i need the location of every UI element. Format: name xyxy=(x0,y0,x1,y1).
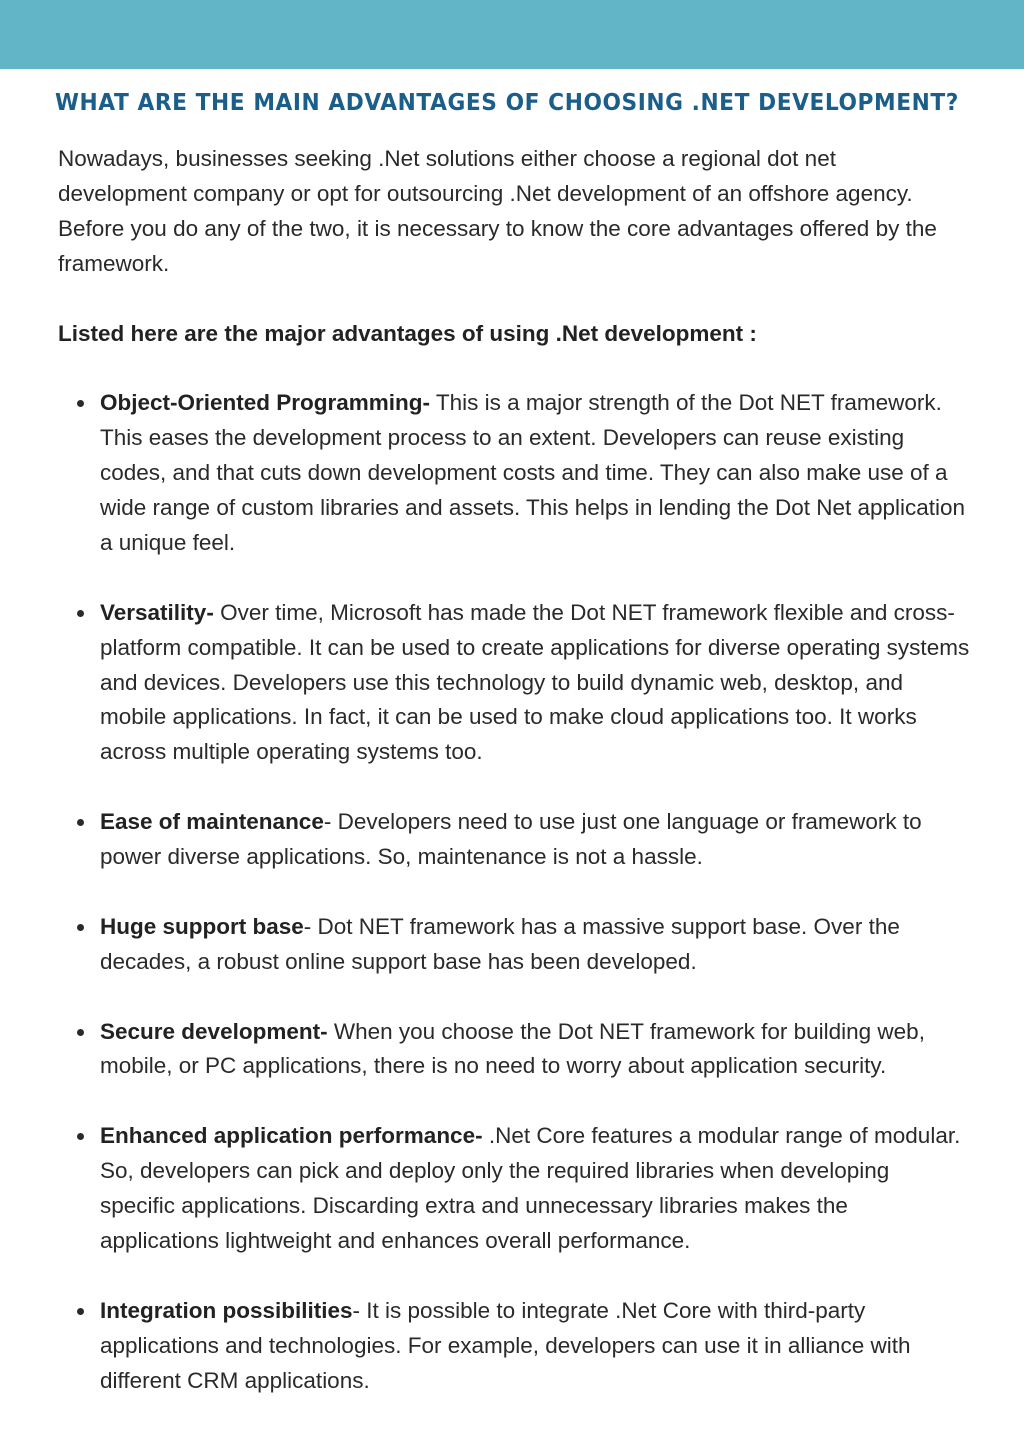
advantages-lead-in: Listed here are the major advantages of using .Net development : xyxy=(58,320,757,346)
advantage-description: - Developers need to use just one language or framework to power diverse applications. So, maintenance is not a hassle. xyxy=(100,809,922,870)
bullet-dot xyxy=(77,1308,84,1315)
advantage-description: - Dot NET framework has a massive support base. Over the decades, a robust online support base has been developed. xyxy=(100,913,900,974)
intro-paragraph: Nowadays, businesses seeking .Net solutions either choose a regional dot net development company or opt for outsourcing .Net development of an offshore agency. Before you do any of the two, it is necessary to know the core advantages offered by the framework. xyxy=(58,146,937,276)
advantage-description: - It is possible to integrate .Net Core with third-party applications and technologies. For example, developers can use it in alliance with different CRM applications. xyxy=(100,1297,911,1393)
advantage-secure-development xyxy=(58,1015,970,1085)
advantage-huge-support-base xyxy=(58,910,970,980)
bullet-dot xyxy=(77,610,84,617)
page-title: WHAT ARE THE MAIN ADVANTAGES OF CHOOSING .NET DEVELOPMENT? xyxy=(55,88,959,116)
advantages-list xyxy=(58,386,970,1398)
advantage-integration-possibilities xyxy=(58,1294,970,1399)
advantage-description: .Net Core features a modular range of modular. So, developers can pick and deploy only the required libraries when developing specific applications. Discarding extra and unnecessary libraries makes the applications lightweight and enhances overall performance. xyxy=(100,1123,961,1253)
advantage-ease-of-maintenance xyxy=(58,805,970,875)
advantage-name: Ease of maintenance xyxy=(100,809,324,835)
bullet-dot xyxy=(77,819,84,826)
advantage-name: Versatility- xyxy=(100,599,214,625)
advantage-name: Enhanced application performance- xyxy=(100,1123,483,1149)
advantage-name: Secure development- xyxy=(100,1018,328,1044)
article-body xyxy=(58,142,970,1433)
advantage-name: Huge support base xyxy=(100,913,304,939)
bullet-dot xyxy=(77,400,84,407)
advantage-name: Object-Oriented Programming- xyxy=(100,390,431,416)
advantage-description: Over time, Microsoft has made the Dot NET framework flexible and cross-platform compatible. It can be used to create applications for diverse operating systems and devices. Developers use this technology to build dynamic web, desktop, and mobile applications. In fact, it can be used to make cloud applications too. It works across multiple operating systems too. xyxy=(100,599,970,765)
bullet-dot xyxy=(77,924,84,931)
bullet-dot xyxy=(77,1133,84,1140)
advantage-description: When you choose the Dot NET framework for building web, mobile, or PC applications, there is no need to worry about application security. xyxy=(100,1018,925,1079)
advantage-name: Integration possibilities xyxy=(100,1297,353,1323)
advantage-description: This is a major strength of the Dot NET framework. This eases the development process to an extent. Developers can reuse existing codes, and that cuts down development costs and time. They can also make use of a wide range of custom libraries and assets. This helps in lending the Dot Net application a unique feel. xyxy=(100,390,966,555)
advantage-enhanced-application-performance xyxy=(58,1119,970,1259)
advantage-versatility xyxy=(58,596,970,771)
bullet-dot xyxy=(77,1029,84,1036)
advantage-object-oriented-programming xyxy=(58,386,970,561)
header-color-bar xyxy=(0,0,1024,69)
